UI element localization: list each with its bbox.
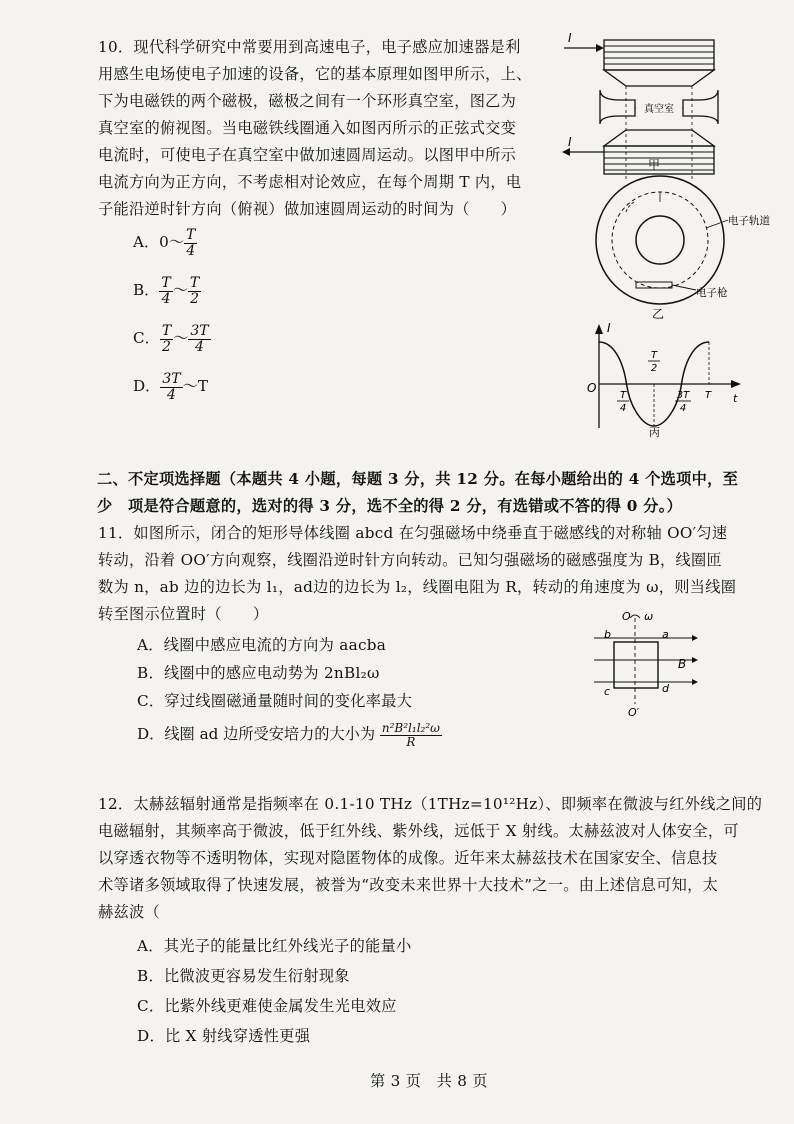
section-2-line-2: 少 项是符合题意的，选对的得 3 分，选不全的得 2 分，有选错或不答的得 0 分。） <box>97 497 683 515</box>
q10-option-d <box>133 372 208 402</box>
omega-label: ω <box>644 610 654 623</box>
q10-line-7: 子能沿逆时针方向（俯视）做加速圆周运动的时间为（ ） <box>98 200 517 218</box>
fraction: $\frac{3T}{4}$ <box>162 371 181 403</box>
q11-option-b: B．线圈中的感应电动势为 2nBl₂ω <box>137 664 380 682</box>
vertex-b: b <box>604 628 611 641</box>
caption-bing: 丙 <box>649 426 660 439</box>
q10-option-a <box>133 228 197 258</box>
option-tilde: ～ <box>172 281 188 300</box>
option-letter: A． <box>133 233 160 252</box>
tick-t-quarter <box>617 390 629 414</box>
svg-text:T: T <box>619 390 627 401</box>
inner-circle <box>636 216 684 264</box>
q10-option-c <box>133 324 211 354</box>
caption-jia: 甲 <box>648 158 661 172</box>
electron-orbit-label: 电子轨道 <box>728 215 770 227</box>
fraction: $\frac{T}{2}$ <box>189 275 200 307</box>
q12-option-b: B．比微波更容易发生衍射现象 <box>137 967 350 985</box>
q10-line-6: 电流方向为正方向，不考虑相对论效应，在每个周期 T 内，电 <box>98 173 522 191</box>
section-2-line-1: 二、不定项选择题（本题共 4 小题，每题 3 分，共 12 分。在每小题给出的 4 个选项中，至 <box>97 470 739 488</box>
q10-line-5: 电流时，可使电子在真空室中做加速圆周运动。以图甲中所示 <box>98 146 517 164</box>
figure-coil-in-field <box>592 608 702 720</box>
fraction: $\frac{3T}{4}$ <box>190 323 209 355</box>
caption-yi: 乙 <box>652 307 665 320</box>
graph-origin: O <box>587 381 597 395</box>
svg-text:4: 4 <box>679 403 687 414</box>
vertex-c: c <box>604 685 611 698</box>
q11-line-1: 11．如图所示，闭合的矩形导体线圈 abcd 在匀强磁场中绕垂直于磁感线的对称轴 OO′匀速 <box>98 524 728 542</box>
axis-label-top: O <box>622 610 631 623</box>
option-suffix: ～T <box>182 377 208 396</box>
coil-rectangle <box>614 642 658 688</box>
fraction: $\frac{\text{n²B²l₁l₂²ω}}{R}$ <box>381 721 440 749</box>
current-label-bottom: I <box>568 135 572 149</box>
electron-gun-label: 电子枪 <box>696 287 728 299</box>
svg-text:2: 2 <box>650 363 658 374</box>
tick-t: T <box>705 390 712 401</box>
top-coil <box>604 40 714 70</box>
svg-text:T: T <box>650 350 658 361</box>
vacuum-chamber-label: 真空室 <box>644 104 674 115</box>
q11-option-d <box>137 722 442 748</box>
q12-line-3: 以穿透衣物等不透明物体，实现对隐匿物体的成像。近年来太赫兹技术在国家安全、信息技 <box>98 849 718 867</box>
figure-electromagnet <box>560 30 730 180</box>
svg-text:3T: 3T <box>676 390 690 401</box>
bottom-pole <box>604 130 714 146</box>
fraction: $\frac{T}{4}$ <box>161 275 171 307</box>
option-tilde: ～ <box>173 329 189 348</box>
option-prefix: 0～ <box>159 233 185 252</box>
field-label-b: B <box>678 657 687 671</box>
q10-line-2: 用感生电场使电子加速的设备，它的基本原理如图甲所示，上、 <box>98 65 532 83</box>
fraction: $\frac{T}{2}$ <box>161 323 172 355</box>
q10-line-3: 下为电磁铁的两个磁极，磁极之间有一个环形真空室，图乙为 <box>98 92 517 110</box>
q11-line-4: 转至图示位置时（ ） <box>98 605 269 623</box>
svg-text:4: 4 <box>619 403 627 414</box>
q10-line-4: 真空室的俯视图。当电磁铁线圈通入如图丙所示的正弦式交变 <box>98 119 517 137</box>
q11-option-a: A．线圈中感应电流的方向为 aacba <box>137 636 387 654</box>
figure-current-graph <box>585 320 745 440</box>
q12-line-1: 12．太赫兹辐射通常是指频率在 0.1-10 THz（1THz=10¹²Hz）、即频率在微波与红外线之间的 <box>98 795 763 813</box>
option-letter: C． <box>133 329 160 348</box>
electron-orbit <box>612 192 708 288</box>
q12-line-5: 赫兹波（ <box>98 903 160 921</box>
graph-t-label: t <box>733 392 738 405</box>
q10-option-b <box>133 276 201 306</box>
vertex-a: a <box>662 628 669 641</box>
q11-option-c: C．穿过线圈磁通量随时间的变化率最大 <box>137 692 413 710</box>
q11-line-3: 数为 n，ab 边的边长为 l₁，ad边的边长为 l₂，线圈电阻为 R，转动的角速度为 ω，则当线圈 <box>98 578 737 596</box>
page-footer: 第 3 页 共 8 页 <box>370 1072 488 1090</box>
option-letter: B． <box>133 281 160 300</box>
tick-t-half <box>648 350 660 374</box>
q12-option-c: C．比紫外线更难使金属发生光电效应 <box>137 997 397 1015</box>
figure-top-view <box>588 172 788 320</box>
q12-option-a: A．其光子的能量比红外线光子的能量小 <box>137 937 412 955</box>
option-d-text: D．线圈 ad 边所受安培力的大小为 <box>137 725 376 744</box>
top-pole <box>604 70 714 86</box>
fraction: $\frac{T}{4}$ <box>186 227 196 259</box>
q12-line-2: 电磁辐射，其频率高于微波，低于红外线、紫外线，远低于 X 射线。太赫兹波对人体安全，可 <box>98 822 739 840</box>
q10-line-1: 10．现代科学研究中常要用到高速电子，电子感应加速器是利 <box>98 38 521 56</box>
q11-line-2: 转动，沿着 OO′方向观察，线圈沿逆时针方向转动。已知匀强磁场的磁感强度为 B，线圈匝 <box>98 551 723 569</box>
q12-option-d: D．比 X 射线穿透性更强 <box>137 1027 311 1045</box>
axis-label-bottom: O′ <box>628 706 640 719</box>
graph-y-label: I <box>607 321 611 335</box>
current-label-top: I <box>568 31 572 45</box>
q12-line-4: 术等诸多领域取得了快速发展，被誉为“改变未来世界十大技术”之一。由上述信息可知，太 <box>98 876 719 894</box>
option-letter: D． <box>133 377 161 396</box>
vertex-d: d <box>662 682 669 695</box>
